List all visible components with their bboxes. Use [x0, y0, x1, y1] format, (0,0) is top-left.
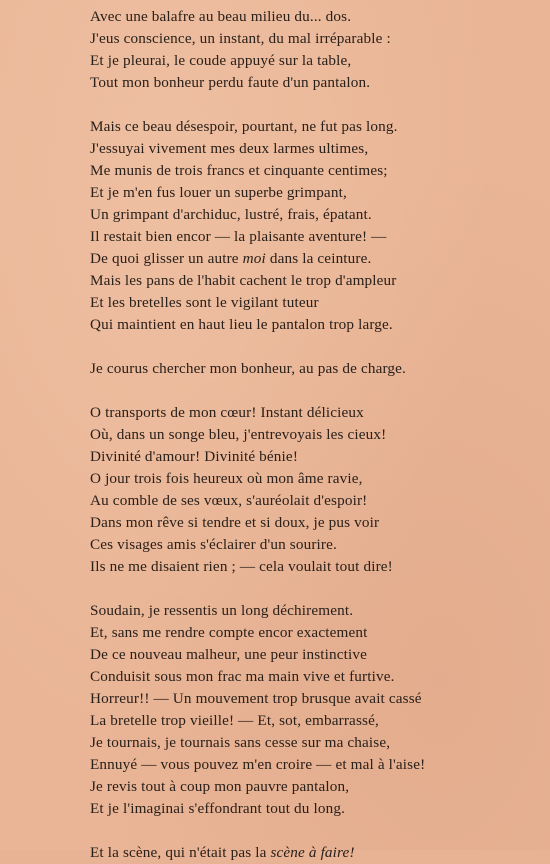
- poem-line: J'essuyai vivement mes deux larmes ultimes,: [90, 140, 369, 157]
- poem-line: [0, 842, 550, 864]
- poem-line: Où, dans un songe bleu, j'entrevoyais les cieux!: [90, 426, 387, 443]
- poem-line: Je revis tout à coup mon pauvre pantalon,: [90, 778, 350, 795]
- italic-text: moi: [242, 250, 266, 267]
- stanza: [0, 358, 550, 380]
- stanza: [0, 116, 550, 336]
- poem-line: O transports de mon cœur! Instant délicieux: [90, 404, 364, 421]
- poem-line: Je courus chercher mon bonheur, au pas de charge.: [90, 360, 406, 377]
- poem-line: J'eus conscience, un instant, du mal irréparable :: [90, 30, 391, 47]
- stanza: [0, 842, 550, 864]
- poem-line: Et, sans me rendre compte encor exactement: [90, 624, 368, 641]
- poem-line: Et les bretelles sont le vigilant tuteur: [90, 294, 319, 311]
- poem-line: De ce nouveau malheur, une peur instinctive: [90, 646, 368, 663]
- poem-line: Dans mon rêve si tendre et si doux, je pus voir: [90, 514, 380, 531]
- poem-line: Il restait bien encor — la plaisante aventure! —: [90, 228, 387, 245]
- stanza-break: [0, 380, 550, 402]
- stanza: [0, 6, 550, 94]
- poem-line: Ennuyé — vous pouvez m'en croire — et mal à l'aise!: [90, 756, 426, 773]
- poem-line: Ils ne me disaient rien ; — cela voulait tout dire!: [90, 558, 393, 575]
- poem-line: Je tournais, je tournais sans cesse sur ma chaise,: [90, 734, 391, 751]
- stanza: [0, 600, 550, 820]
- line-text: Et la scène, qui n'était pas la: [90, 844, 271, 861]
- poem-line: Ces visages amis s'éclairer d'un sourire.: [90, 536, 337, 553]
- poem-line: Conduisit sous mon frac ma main vive et furtive.: [90, 668, 395, 685]
- poem-line: Mais les pans de l'habit cachent le trop d'ampleur: [90, 272, 397, 289]
- poem-line: Divinité d'amour! Divinité bénie!: [90, 448, 299, 465]
- stanza-break: [0, 820, 550, 842]
- line-text: De quoi glisser un autre: [90, 250, 243, 267]
- poem-line: Avec une balafre au beau milieu du... dos.: [90, 8, 352, 25]
- poem-line: Horreur!! — Un mouvement trop brusque avait cassé: [90, 690, 422, 707]
- poem-line: [0, 248, 550, 270]
- poem-line: Me munis de trois francs et cinquante centimes;: [90, 162, 388, 179]
- poem-line: Et je m'en fus louer un superbe grimpant,: [90, 184, 347, 201]
- poem-line: Qui maintient en haut lieu le pantalon trop large.: [90, 316, 393, 333]
- italic-text: scène à faire!: [270, 844, 355, 861]
- stanza-break: [0, 336, 550, 358]
- poem-line: Et je l'imaginai s'effondrant tout du long.: [90, 800, 346, 817]
- line-text: dans la ceinture.: [265, 250, 372, 267]
- stanza: [0, 402, 550, 578]
- stanza-break: [0, 94, 550, 116]
- poem-line: Mais ce beau désespoir, pourtant, ne fut pas long.: [90, 118, 398, 135]
- poem-line: Tout mon bonheur perdu faute d'un pantalon.: [90, 74, 371, 91]
- stanza-break: [0, 578, 550, 600]
- poem-text: [0, 6, 550, 864]
- poem-line: La bretelle trop vieille! — Et, sot, embarrassé,: [90, 712, 379, 729]
- poem-line: Et je pleurai, le coude appuyé sur la table,: [90, 52, 352, 69]
- poem-line: Un grimpant d'archiduc, lustré, frais, épatant.: [90, 206, 372, 223]
- poem-line: O jour trois fois heureux où mon âme ravie,: [90, 470, 363, 487]
- poem-line: Au comble de ses vœux, s'auréolait d'espoir!: [90, 492, 368, 509]
- poem-line: Soudain, je ressentis un long déchirement.: [90, 602, 354, 619]
